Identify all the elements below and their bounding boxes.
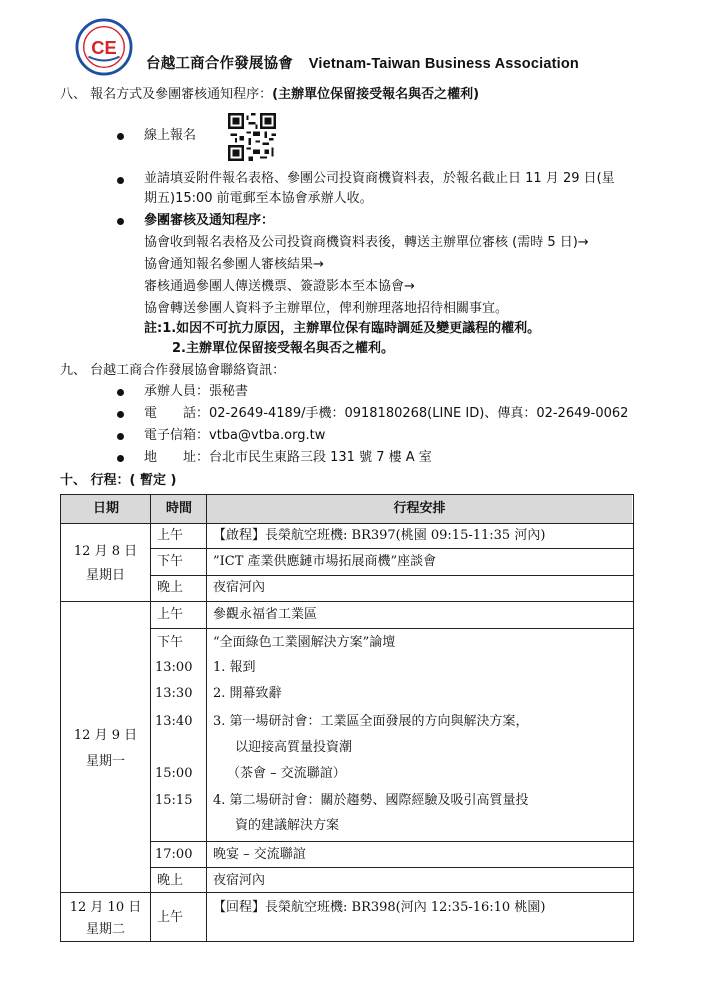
note-1: 註:1.如因不可抗力原因，主辦單位保有臨時調延及變更議程的權利。 [144,321,541,336]
day2-night-text: 夜宿河內 [213,873,266,888]
day2-pm-label: 下午 [157,635,184,650]
time-1340: 13:40 [155,714,193,729]
header-date: 日期 [92,501,119,516]
section9-heading: 九、 台越工商合作發展協會聯絡資訊： [60,363,286,378]
header-schedule: 行程安排 [393,501,446,516]
agenda-item-tea: （茶會 – 交流聯誼） [227,766,346,781]
review-step-4: 協會轉送參團人資料予主辦單位，俾利辦理落地招待相關事宜。 [144,301,509,316]
day2-weekday: 星期一 [85,754,125,769]
association-logo [75,18,133,76]
logo-text: CE [91,36,117,58]
note-2: 2.主辦單位保留接受報名與否之權利。 [172,341,394,356]
section10-heading: 十、 行程：( 暫定 ) [60,473,177,488]
day3-am-text: 【回程】長榮航空班機: BR398(河內 12:35-16:10 桃園) [213,900,546,915]
time-1330: 13:30 [155,686,193,701]
bullet-icon [117,433,124,440]
time-1300: 13:00 [155,660,193,675]
day1-pm-label: 下午 [157,554,184,569]
agenda-item-1: 1. 報到 [213,660,256,675]
contact-phone: 電 話：02-2649-4189/手機：0918180268(LINE ID)、傳真：02-2649-0062 [144,406,629,421]
section8-heading: 八、 報名方式及參團審核通知程序：(主辦單位保留接受報名與否之權利) [60,87,480,102]
bullet-icon [117,455,124,462]
bullet-icon [117,218,124,225]
online-registration-label: 線上報名 [144,128,197,143]
day3-am-label: 上午 [157,910,184,925]
day3-weekday: 星期二 [85,922,125,937]
itinerary-table [60,494,634,942]
agenda-dinner: 晚宴 – 交流聯誼 [213,847,306,862]
time-1500: 15:00 [155,766,193,781]
org-name-zh: 台越工商合作發展協會 [146,56,293,72]
review-step-1: 協會收到報名表格及公司投資商機資料表後，轉送主辦單位審核 (需時 5 日)→ [144,235,589,250]
bullet-icon [117,389,124,396]
forum-title: “全面綠色工業園解決方案”論壇 [213,635,396,650]
contact-person: 承辦人員：張秘書 [144,384,249,399]
day2-night-label: 晚上 [157,873,184,888]
day2-date: 12 月 9 日 [73,728,138,743]
agenda-item-4a: 4. 第二場研討會：關於趨勢、國際經驗及吸引高質量投 [213,793,529,808]
fill-instructions-line1: 並請填妥附件報名表格、參團公司投資商機資料表，於報名截止日 11 月 29 日(星 [144,171,615,186]
fill-instructions-line2: 期五)15:00 前電郵至本協會承辦人收。 [144,191,373,206]
agenda-item-4b: 資的建議解決方案 [235,818,340,833]
org-name-en: Vietnam-Taiwan Business Association [308,56,579,72]
day2-am-text: 參觀永福省工業區 [213,607,318,622]
organization-name [146,52,579,73]
day3-date: 12 月 10 日 [69,900,142,915]
time-1515: 15:15 [155,793,193,808]
review-step-2: 協會通知報名參團人審核結果→ [144,257,324,272]
time-1700: 17:00 [155,847,193,862]
agenda-item-2: 2. 開幕致辭 [213,686,282,701]
bullet-icon [117,133,124,140]
review-step-3: 審核通過參團人傳送機票、簽證影本至本協會→ [144,279,415,294]
day1-weekday: 星期日 [85,568,125,583]
day1-am-text: 【啟程】長榮航空班機: BR397(桃園 09:15-11:35 河內) [213,528,546,543]
header-time: 時間 [165,501,192,516]
bullet-icon [117,177,124,184]
day1-date: 12 月 8 日 [73,544,138,559]
agenda-item-3a: 3. 第一場研討會：工業區全面發展的方向與解決方案， [213,714,529,729]
day1-night-label: 晚上 [157,580,184,595]
contact-email[interactable]: 電子信箱：vtba@vtba.org.tw [144,428,326,443]
day1-night-text: 夜宿河內 [213,580,266,595]
day2-am-label: 上午 [157,607,184,622]
day1-pm-text: ”ICT 產業供應鏈市場拓展商機”座談會 [213,554,437,569]
bullet-icon [117,411,124,418]
qr-code-icon[interactable] [228,113,276,161]
contact-address: 地 址：台北市民生東路三段 131 號 7 樓 A 室 [144,450,432,465]
review-process-title: 參團審核及通知程序： [144,213,275,228]
day1-am-label: 上午 [157,528,184,543]
agenda-item-3b: 以迎接高質量投資潮 [235,740,353,755]
